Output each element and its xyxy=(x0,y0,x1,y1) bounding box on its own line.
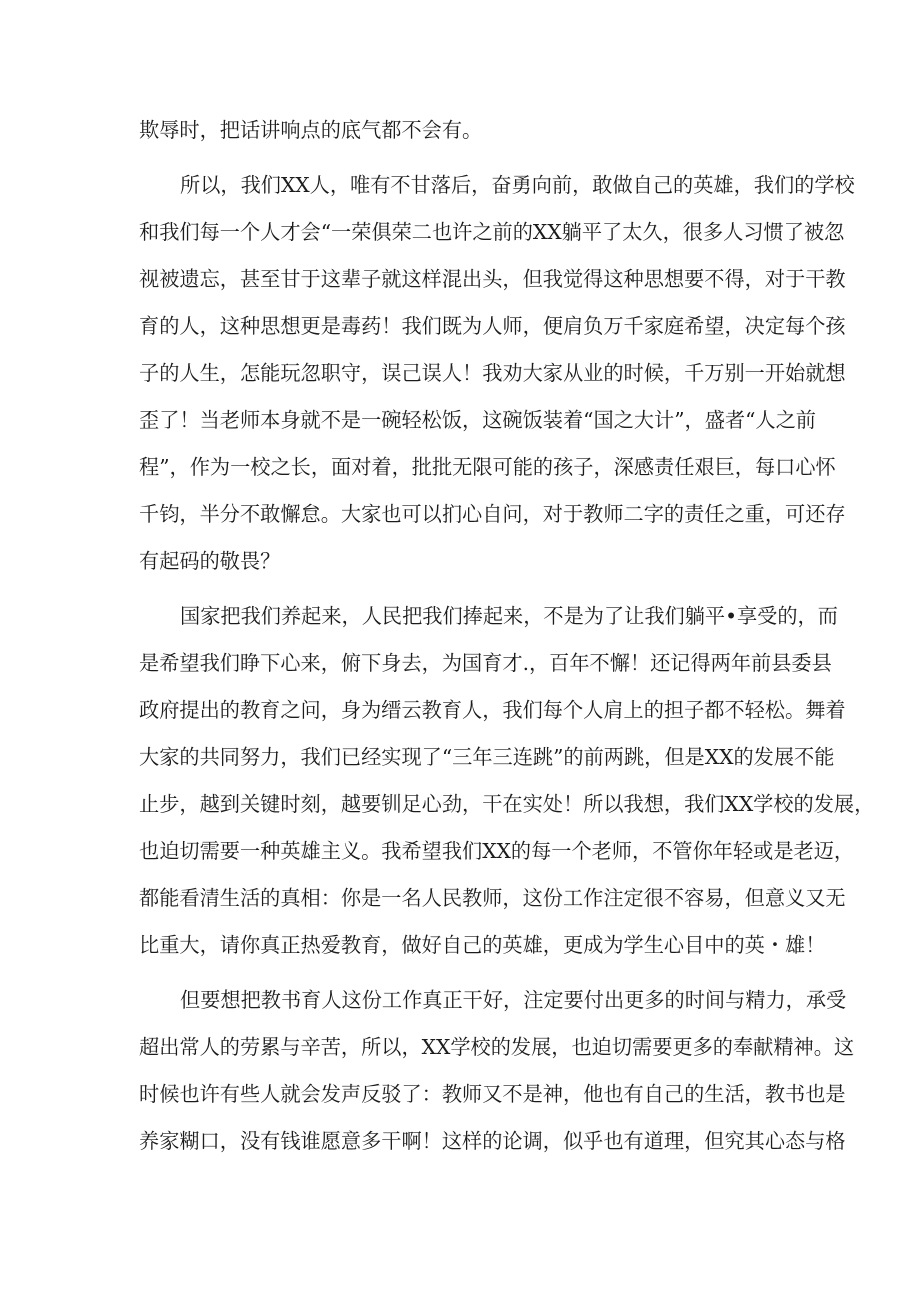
text-line-11: 国家把我们养起来，人民把我们捧起来，不是为了让我们躺平•享受的，而 xyxy=(180,604,838,628)
text-line-8: 程”，作为一校之长，面对着，批批无限可能的孩子，深感责任艰巨，每口心怀 xyxy=(139,455,836,479)
text-line-15: 止步，越到关键时刻，越要钏足心劲，干在实处！所以我想，我们XX学校的发展， xyxy=(139,792,875,816)
text-line-3: 和我们每一个人才会“一荣俱荣二也许之前的XX躺平了太久，很多人习惯了被忽 xyxy=(139,220,845,244)
text-line-22: 养家糊口，没有钱谁愿意多干啊！这样的论调，似乎也有道理，但究其心态与格 xyxy=(139,1129,846,1153)
text-line-5: 育的人，这种思想更是毒药！我们既为人师，便肩负万千家庭希望，决定每个孩 xyxy=(139,314,846,338)
text-line-2: 所以，我们XX人，唯有不甘落后，奋勇向前，敢做自己的英雄，我们的学校 xyxy=(180,173,855,197)
text-line-4: 视被遗忘，甚至甘于这辈子就这样混出头，但我觉得这种思想要不得，对于干教 xyxy=(139,267,846,291)
text-line-9: 千钧，半分不敢懈怠。大家也可以扪心自问，对于教师二字的责任之重，可还存 xyxy=(139,502,846,526)
text-line-12: 是希望我们睁下心来，俯下身去，为国育才.，百年不懈！还记得两年前县委县 xyxy=(139,651,832,675)
text-line-7: 歪了！当老师本身就不是一碗轻松饭，这碗饭装着“国之大计”，盛者“人之前 xyxy=(139,408,816,432)
text-line-6: 子的人生，怎能玩忽职守，误己误人！我劝大家从业的时候，千万别一开始就想 xyxy=(139,361,846,385)
text-line-21: 时候也许有些人就会发声反驳了：教师又不是神，他也有自己的生活，教书也是 xyxy=(139,1082,846,1106)
text-line-19: 但要想把教书育人这份工作真正干好，注定要付出更多的时间与精力，承受 xyxy=(180,988,847,1012)
text-line-1: 欺辱时，把话讲响点的底气都不会有。 xyxy=(139,118,483,142)
text-line-16: 也迫切需要一种英雄主义。我希望我们XX的每一个老师，不管你年轻或是老迈， xyxy=(139,839,855,863)
text-line-18: 比重大，请你真正热爱教育，做好自己的英雄，更成为学生心目中的英・雄！ xyxy=(139,933,826,957)
text-line-20: 超出常人的劳累与辛苦，所以，XX学校的发展，也迫切需要更多的奉献精神。这 xyxy=(139,1035,855,1059)
text-line-14: 大家的共同努力，我们已经实现了“三年三连跳”的前两跳，但是XX的发展不能 xyxy=(139,745,835,769)
text-line-13: 政府提出的教育之问，身为缙云教育人，我们每个人肩上的担子都不轻松。舞着 xyxy=(139,698,846,722)
text-line-17: 都能看清生活的真相：你是一名人民教师，这份工作注定很不容易，但意义又无 xyxy=(139,886,846,910)
text-line-10: 有起码的敬畏？ xyxy=(139,549,281,573)
